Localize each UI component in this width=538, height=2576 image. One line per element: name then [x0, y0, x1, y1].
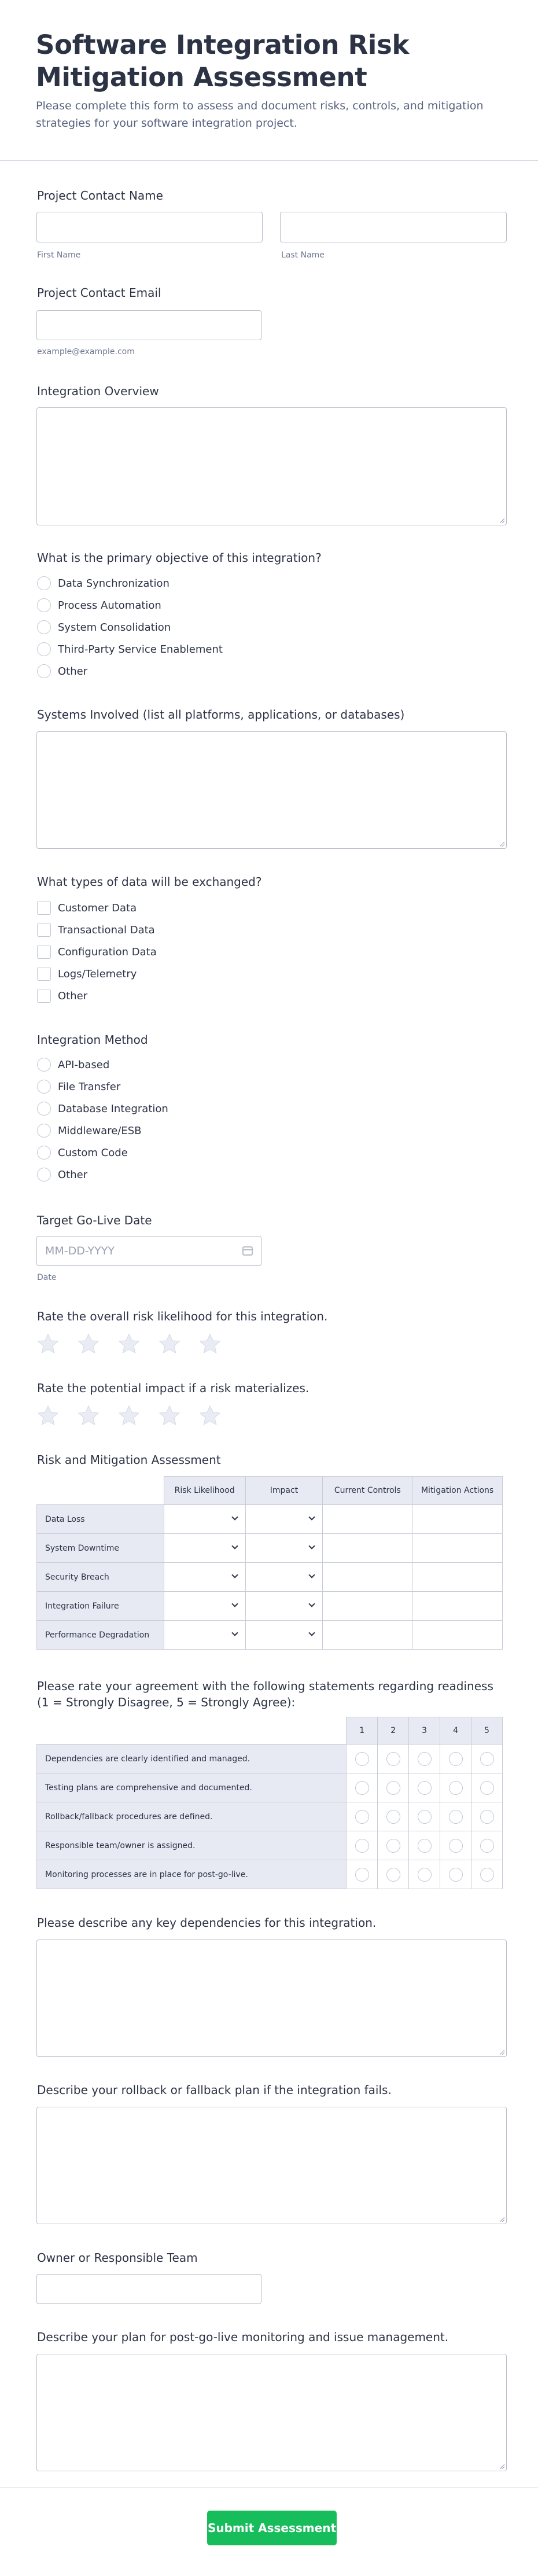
option-label: Logs/Telemetry [58, 967, 137, 980]
star-icon[interactable] [198, 1404, 222, 1428]
impact-select[interactable] [245, 1505, 323, 1534]
overview-label: Integration Overview [37, 384, 159, 398]
first-name-sublabel: First Name [37, 251, 81, 260]
form-footer [0, 2487, 538, 2576]
radio-button[interactable] [37, 598, 51, 612]
rating-cell[interactable] [347, 1831, 378, 1860]
rating-row-label: Dependencies are clearly identified and managed. [37, 1745, 347, 1773]
first-name-input[interactable] [36, 212, 263, 242]
likelihood-select[interactable] [164, 1621, 245, 1650]
rating-cell[interactable] [409, 1745, 440, 1773]
radio-button[interactable] [418, 1839, 432, 1853]
systems-label: Systems Involved (list all platforms, applications, or databases) [37, 708, 405, 722]
form-header [0, 0, 538, 161]
radio-button[interactable] [480, 1781, 494, 1795]
likelihood-select[interactable] [164, 1592, 245, 1621]
data-type-option[interactable] [37, 963, 157, 985]
option-label: Other [58, 1168, 88, 1181]
rating-cell[interactable] [471, 1860, 503, 1889]
chevron-down-icon [309, 1629, 315, 1636]
radio-button[interactable] [418, 1810, 432, 1824]
method-option[interactable] [37, 1076, 168, 1098]
option-label: Configuration Data [58, 945, 157, 958]
contact-email-input[interactable] [36, 310, 261, 340]
star-icon[interactable] [157, 1404, 182, 1428]
rating-column-header: 5 [471, 1717, 503, 1745]
radio-button[interactable] [386, 1781, 400, 1795]
rating-column-header: 2 [378, 1717, 409, 1745]
star-icon[interactable] [117, 1332, 141, 1356]
table-row [37, 1563, 503, 1592]
table-row [37, 1831, 503, 1860]
mitigation-actions-input[interactable] [412, 1621, 503, 1650]
method-option[interactable] [37, 1164, 168, 1186]
matrix-corner [37, 1477, 164, 1505]
chevron-down-icon [309, 1543, 315, 1549]
impact-select[interactable] [245, 1563, 323, 1592]
objective-option[interactable] [37, 638, 223, 660]
star-icon[interactable] [76, 1332, 101, 1356]
option-label: Database Integration [58, 1102, 168, 1115]
rating-cell[interactable] [409, 1773, 440, 1802]
option-label: System Consolidation [58, 621, 171, 634]
option-label: Process Automation [58, 599, 161, 612]
contact-email-label: Project Contact Email [37, 286, 161, 300]
option-label: Third-Party Service Enablement [58, 643, 223, 656]
objective-option[interactable] [37, 660, 223, 682]
radio-button[interactable] [386, 1839, 400, 1853]
matrix-row-label: Security Breach [37, 1563, 164, 1592]
table-row [37, 1534, 503, 1563]
rating-column-header: 3 [409, 1717, 440, 1745]
objective-option[interactable] [37, 572, 223, 594]
monitoring-textarea[interactable] [36, 2354, 507, 2471]
radio-button[interactable] [355, 1868, 369, 1882]
likelihood-label: Rate the overall risk likelihood for this integration. [37, 1309, 328, 1323]
checkbox[interactable] [37, 989, 51, 1003]
golive-sublabel: Date [37, 1273, 57, 1282]
mitigation-actions-input[interactable] [412, 1592, 503, 1621]
rating-cell[interactable] [471, 1831, 503, 1860]
chevron-down-icon [231, 1572, 238, 1578]
likelihood-select[interactable] [164, 1563, 245, 1592]
rating-cell[interactable] [471, 1802, 503, 1831]
star-icon[interactable] [76, 1404, 101, 1428]
radio-button[interactable] [386, 1810, 400, 1824]
radio-button[interactable] [449, 1752, 463, 1766]
rating-cell[interactable] [378, 1831, 409, 1860]
radio-button[interactable] [37, 620, 51, 634]
rating-cell[interactable] [347, 1802, 378, 1831]
checkbox[interactable] [37, 945, 51, 959]
owner-input[interactable] [36, 2274, 261, 2304]
option-label: Other [58, 665, 88, 678]
rating-row-label: Responsible team/owner is assigned. [37, 1831, 347, 1860]
radio-button[interactable] [37, 642, 51, 656]
systems-textarea[interactable] [36, 731, 507, 849]
radio-button[interactable] [449, 1839, 463, 1853]
radio-button[interactable] [355, 1839, 369, 1853]
radio-button[interactable] [418, 1868, 432, 1882]
rollback-textarea[interactable] [36, 2107, 507, 2224]
chevron-down-icon [309, 1600, 315, 1607]
radio-button[interactable] [37, 1146, 51, 1160]
radio-button[interactable] [418, 1781, 432, 1795]
chevron-down-icon [309, 1572, 315, 1578]
rating-cell[interactable] [409, 1860, 440, 1889]
table-row [37, 1773, 503, 1802]
star-icon[interactable] [36, 1332, 60, 1356]
chevron-down-icon [231, 1514, 238, 1520]
option-label: Middleware/ESB [58, 1124, 142, 1137]
rollback-label: Describe your rollback or fallback plan if the integration fails. [37, 2083, 392, 2097]
chevron-down-icon [231, 1543, 238, 1549]
chevron-down-icon [231, 1600, 238, 1607]
data-types-label: What types of data will be exchanged? [37, 875, 262, 889]
rating-cell[interactable] [471, 1745, 503, 1773]
method-option[interactable] [37, 1120, 168, 1142]
radio-button[interactable] [37, 1168, 51, 1182]
data-type-option[interactable] [37, 897, 157, 919]
star-icon[interactable] [157, 1332, 182, 1356]
table-row [37, 1745, 503, 1773]
last-name-input[interactable] [280, 212, 507, 242]
table-row [37, 1592, 503, 1621]
calendar-icon[interactable] [242, 1246, 253, 1256]
objective-options [37, 572, 223, 682]
rating-column-header: 1 [347, 1717, 378, 1745]
method-option[interactable] [37, 1098, 168, 1120]
checkbox[interactable] [37, 967, 51, 981]
matrix-row-label: Data Loss [37, 1505, 164, 1534]
rating-cell[interactable] [378, 1802, 409, 1831]
radio-button[interactable] [386, 1752, 400, 1766]
likelihood-select[interactable] [164, 1534, 245, 1563]
table-row [37, 1505, 503, 1534]
radio-button[interactable] [355, 1752, 369, 1766]
option-label: API-based [58, 1058, 110, 1071]
matrix-column-header: Risk Likelihood [164, 1477, 245, 1505]
method-option[interactable] [37, 1054, 168, 1076]
option-label: File Transfer [58, 1080, 121, 1093]
rating-cell[interactable] [409, 1802, 440, 1831]
rating-column-header: 4 [440, 1717, 471, 1745]
radio-button[interactable] [355, 1781, 369, 1795]
radio-button[interactable] [480, 1810, 494, 1824]
matrix-column-header: Current Controls [323, 1477, 412, 1505]
current-controls-input[interactable] [323, 1505, 412, 1534]
impact-select[interactable] [245, 1621, 323, 1650]
radio-button[interactable] [480, 1868, 494, 1882]
golive-label: Target Go-Live Date [37, 1213, 152, 1227]
submit-button[interactable]: Submit Assessment [207, 2511, 337, 2545]
table-row [37, 1860, 503, 1889]
contact-name-label: Project Contact Name [37, 189, 163, 203]
readiness-label: Please rate your agreement with the following statements regarding readiness (1 = Strongly Disagree, 5 = Strongly Agree): [37, 1679, 493, 1709]
objective-option[interactable] [37, 616, 223, 638]
readiness-table [36, 1717, 503, 1889]
rating-cell[interactable] [347, 1860, 378, 1889]
radio-button[interactable] [480, 1752, 494, 1766]
matrix-column-header: Mitigation Actions [412, 1477, 503, 1505]
mitigation-actions-input[interactable] [412, 1505, 503, 1534]
checkbox[interactable] [37, 901, 51, 915]
dependencies-textarea[interactable] [36, 1940, 507, 2057]
radio-button[interactable] [480, 1839, 494, 1853]
dependencies-label: Please describe any key dependencies for this integration. [37, 1916, 377, 1930]
form-title: Software Integration Risk Mitigation Assessment [36, 30, 410, 93]
matrix-corner [37, 1717, 347, 1745]
radio-button[interactable] [37, 576, 51, 590]
current-controls-input[interactable] [323, 1563, 412, 1592]
rating-cell[interactable] [378, 1745, 409, 1773]
method-option[interactable] [37, 1142, 168, 1164]
radio-button[interactable] [37, 1124, 51, 1138]
rating-cell[interactable] [378, 1860, 409, 1889]
rating-cell[interactable] [378, 1773, 409, 1802]
star-icon[interactable] [198, 1332, 222, 1356]
star-icon[interactable] [117, 1404, 141, 1428]
last-name-sublabel: Last Name [281, 251, 325, 260]
monitoring-label: Describe your plan for post-go-live monitoring and issue management. [37, 2330, 449, 2344]
rating-cell[interactable] [347, 1745, 378, 1773]
rating-row-label: Monitoring processes are in place for post-go-live. [37, 1860, 347, 1889]
data-types-options [37, 897, 157, 1007]
current-controls-input[interactable] [323, 1621, 412, 1650]
rating-cell[interactable] [440, 1802, 471, 1831]
mitigation-actions-input[interactable] [412, 1534, 503, 1563]
method-options [37, 1054, 168, 1186]
rating-cell[interactable] [347, 1773, 378, 1802]
rating-row-label: Testing plans are comprehensive and documented. [37, 1773, 347, 1802]
likelihood-select[interactable] [164, 1505, 245, 1534]
data-type-option[interactable] [37, 985, 157, 1007]
impact-stars [36, 1404, 222, 1428]
overview-textarea[interactable] [36, 407, 507, 525]
rating-cell[interactable] [440, 1773, 471, 1802]
owner-label: Owner or Responsible Team [37, 2251, 198, 2265]
risk-matrix-table [36, 1476, 503, 1650]
checkbox[interactable] [37, 923, 51, 937]
option-label: Transactional Data [58, 923, 155, 936]
radio-button[interactable] [355, 1810, 369, 1824]
radio-button[interactable] [418, 1752, 432, 1766]
likelihood-stars [36, 1332, 222, 1356]
date-placeholder: MM-DD-YYYY [45, 1245, 115, 1257]
radio-button[interactable] [37, 1058, 51, 1072]
matrix-row-label: Integration Failure [37, 1592, 164, 1621]
rating-cell[interactable] [409, 1831, 440, 1860]
radio-button[interactable] [449, 1810, 463, 1824]
rating-cell[interactable] [440, 1745, 471, 1773]
impact-select[interactable] [245, 1592, 323, 1621]
option-label: Other [58, 989, 88, 1002]
rating-cell[interactable] [471, 1773, 503, 1802]
radio-button[interactable] [386, 1868, 400, 1882]
impact-select[interactable] [245, 1534, 323, 1563]
data-type-option[interactable] [37, 941, 157, 963]
chevron-down-icon [231, 1629, 238, 1636]
table-row [37, 1802, 503, 1831]
matrix-header-row [37, 1477, 503, 1505]
rating-cell[interactable] [440, 1831, 471, 1860]
option-label: Customer Data [58, 901, 137, 914]
contact-email-sublabel: example@example.com [37, 347, 135, 356]
data-type-option[interactable] [37, 919, 157, 941]
matrix-row-label: System Downtime [37, 1534, 164, 1563]
mitigation-actions-input[interactable] [412, 1563, 503, 1592]
rating-row-label: Rollback/fallback procedures are defined. [37, 1802, 347, 1831]
golive-date-input[interactable] [36, 1236, 261, 1266]
table-row [37, 1621, 503, 1650]
radio-button[interactable] [37, 1102, 51, 1116]
radio-button[interactable] [449, 1868, 463, 1882]
objective-option[interactable] [37, 594, 223, 616]
impact-label: Rate the potential impact if a risk materializes. [37, 1381, 309, 1395]
chevron-down-icon [309, 1514, 315, 1520]
form-subtitle: Please complete this form to assess and document risks, controls, and mitigation strategies for your software integration project. [36, 100, 484, 130]
objective-label: What is the primary objective of this integration? [37, 551, 322, 565]
radio-button[interactable] [37, 1080, 51, 1094]
matrix-row-label: Performance Degradation [37, 1621, 164, 1650]
risk-matrix-label: Risk and Mitigation Assessment [37, 1453, 221, 1467]
rating-cell[interactable] [440, 1860, 471, 1889]
method-label: Integration Method [37, 1033, 148, 1047]
radio-button[interactable] [37, 664, 51, 678]
matrix-column-header: Impact [245, 1477, 323, 1505]
current-controls-input[interactable] [323, 1534, 412, 1563]
current-controls-input[interactable] [323, 1592, 412, 1621]
star-icon[interactable] [36, 1404, 60, 1428]
radio-button[interactable] [449, 1781, 463, 1795]
option-label: Data Synchronization [58, 577, 169, 590]
rating-header-row [37, 1717, 503, 1745]
option-label: Custom Code [58, 1146, 128, 1159]
